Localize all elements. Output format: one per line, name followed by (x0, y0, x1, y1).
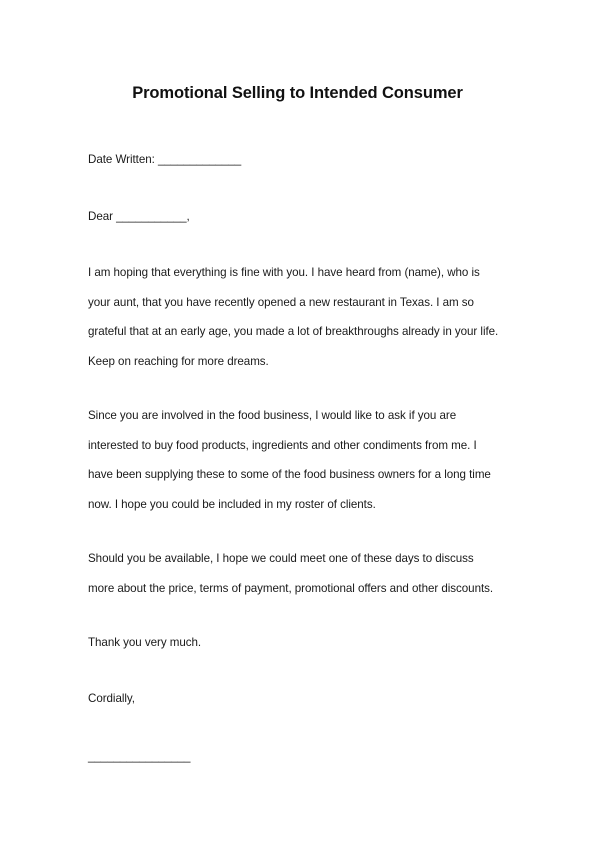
thanks-line: Thank you very much. (88, 636, 202, 649)
salutation: Dear ___________, (88, 210, 190, 223)
paragraph-2 (88, 401, 518, 519)
closing-line: Cordially, (88, 692, 135, 705)
paragraph-2-line: interested to buy food products, ingredients and other condiments from me. I (88, 438, 477, 452)
date-written-line: Date Written: _____________ (88, 153, 242, 166)
paragraph-1-line: Keep on reaching for more dreams. (88, 354, 269, 368)
paragraph-1-line: I am hoping that everything is fine with you. I have heard from (name), who is (88, 266, 480, 279)
paragraph-3-line: Should you be available, I hope we could meet one of these days to discuss (88, 552, 474, 565)
document-title: Promotional Selling to Intended Consumer (132, 84, 463, 102)
paragraph-2-line: Since you are involved in the food business, I would like to ask if you are (88, 409, 457, 422)
paragraph-2-line: now. I hope you could be included in my roster of clients. (88, 497, 376, 511)
paragraph-1-line: your aunt, that you have recently opened a new restaurant in Texas. I am so (88, 295, 474, 309)
signature-line: ________________ (88, 750, 191, 763)
paragraph-3 (88, 544, 518, 603)
paragraph-1 (88, 258, 518, 376)
paragraph-1-line: grateful that at an early age, you made a lot of breakthroughs already in your life. (88, 325, 499, 338)
paragraph-3-line: more about the price, terms of payment, promotional offers and other discounts. (88, 581, 494, 595)
paragraph-2-line: have been supplying these to some of the food business owners for a long time (88, 468, 491, 481)
